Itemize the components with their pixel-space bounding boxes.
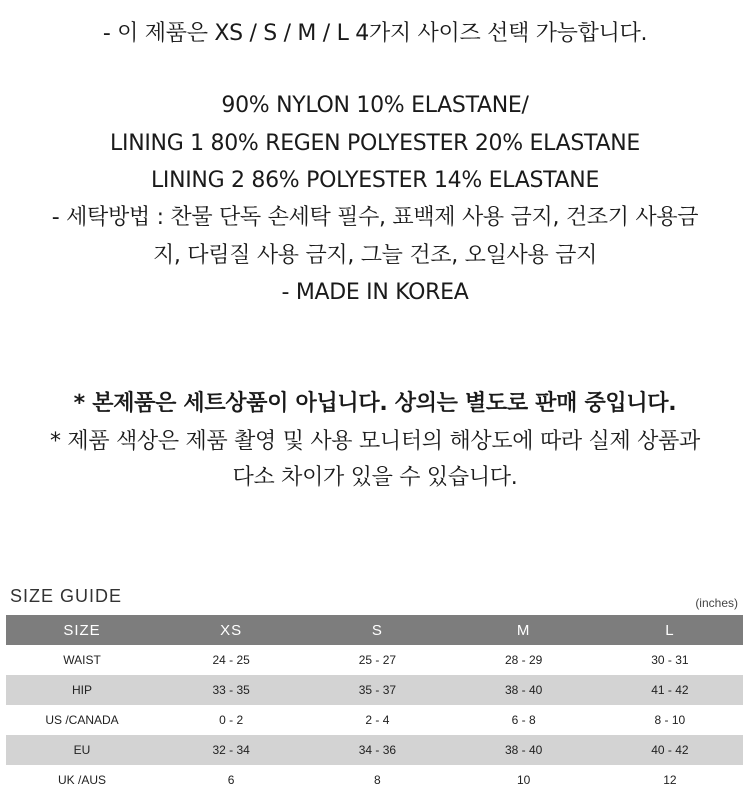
table-cell: 35 - 37	[304, 675, 450, 705]
table-cell: 38 - 40	[451, 735, 597, 765]
size-guide-table	[6, 615, 743, 795]
header-m: M	[451, 615, 597, 645]
row-label: HIP	[6, 675, 158, 705]
row-label: WAIST	[63, 653, 101, 667]
table-row	[6, 765, 743, 795]
care-instructions-line-1: - 세탁방법 : 찬물 단독 손세탁 필수, 표백제 사용 금지, 건조기 사용금	[51, 205, 699, 230]
table-cell: 2 - 4	[365, 713, 390, 727]
table-cell: 8 - 10	[654, 713, 686, 727]
size-options-text: - 이 제품은 XS / S / M / L 4가지 사이즈 선택 가능합니다.	[102, 21, 648, 46]
header-size: SIZE	[6, 615, 158, 645]
size-guide-title: SIZE GUIDE	[10, 586, 123, 606]
table-cell: 41 - 42	[597, 675, 743, 705]
table-cell: 8	[374, 773, 381, 787]
care-instructions-line-2: 지, 다림질 사용 금지, 그늘 건조, 오일사용 금지	[152, 243, 598, 268]
table-cell: 40 - 42	[597, 735, 743, 765]
table-cell: 12	[663, 773, 677, 787]
row-label: EU	[6, 735, 158, 765]
color-notice-line-2: 다소 차이가 있을 수 있습니다.	[232, 465, 518, 490]
table-row	[6, 705, 743, 735]
table-cell: 34 - 36	[304, 735, 450, 765]
table-cell: 24 - 25	[212, 653, 250, 667]
made-in-text: - MADE IN KOREA	[281, 280, 469, 305]
header-l: L	[597, 615, 743, 645]
table-cell: 6	[227, 773, 235, 787]
material-line-3: LINING 2 86% POLYESTER 14% ELASTANE	[150, 168, 600, 193]
table-cell: 6 - 8	[511, 713, 536, 727]
row-label: UK /AUS	[57, 773, 106, 787]
set-notice: * 본제품은 세트상품이 아닙니다. 상의는 별도로 판매 중입니다.	[73, 391, 677, 416]
table-cell: 25 - 27	[358, 653, 397, 667]
color-notice-line-1: * 제품 색상은 제품 촬영 및 사용 모니터의 해상도에 따라 실제 상품과	[49, 429, 701, 454]
table-cell: 0 - 2	[219, 713, 244, 727]
table-cell: 10	[516, 773, 531, 787]
material-line-1: 90% NYLON 10% ELASTANE/	[221, 93, 529, 118]
size-guide-unit: (inches)	[695, 596, 738, 610]
row-label: US /CANADA	[45, 713, 119, 727]
table-cell: 28 - 29	[504, 653, 543, 667]
table-cell: 38 - 40	[451, 675, 597, 705]
header-xs: XS	[158, 615, 304, 645]
table-cell: 32 - 34	[158, 735, 304, 765]
material-line-2: LINING 1 80% REGEN POLYESTER 20% ELASTANE	[110, 131, 640, 156]
table-row	[6, 645, 743, 675]
table-row	[6, 675, 743, 705]
header-s: S	[304, 615, 450, 645]
size-guide-header-row	[6, 615, 743, 645]
table-cell: 33 - 35	[158, 675, 304, 705]
table-row	[6, 735, 743, 765]
table-cell: 30 - 31	[651, 653, 689, 667]
